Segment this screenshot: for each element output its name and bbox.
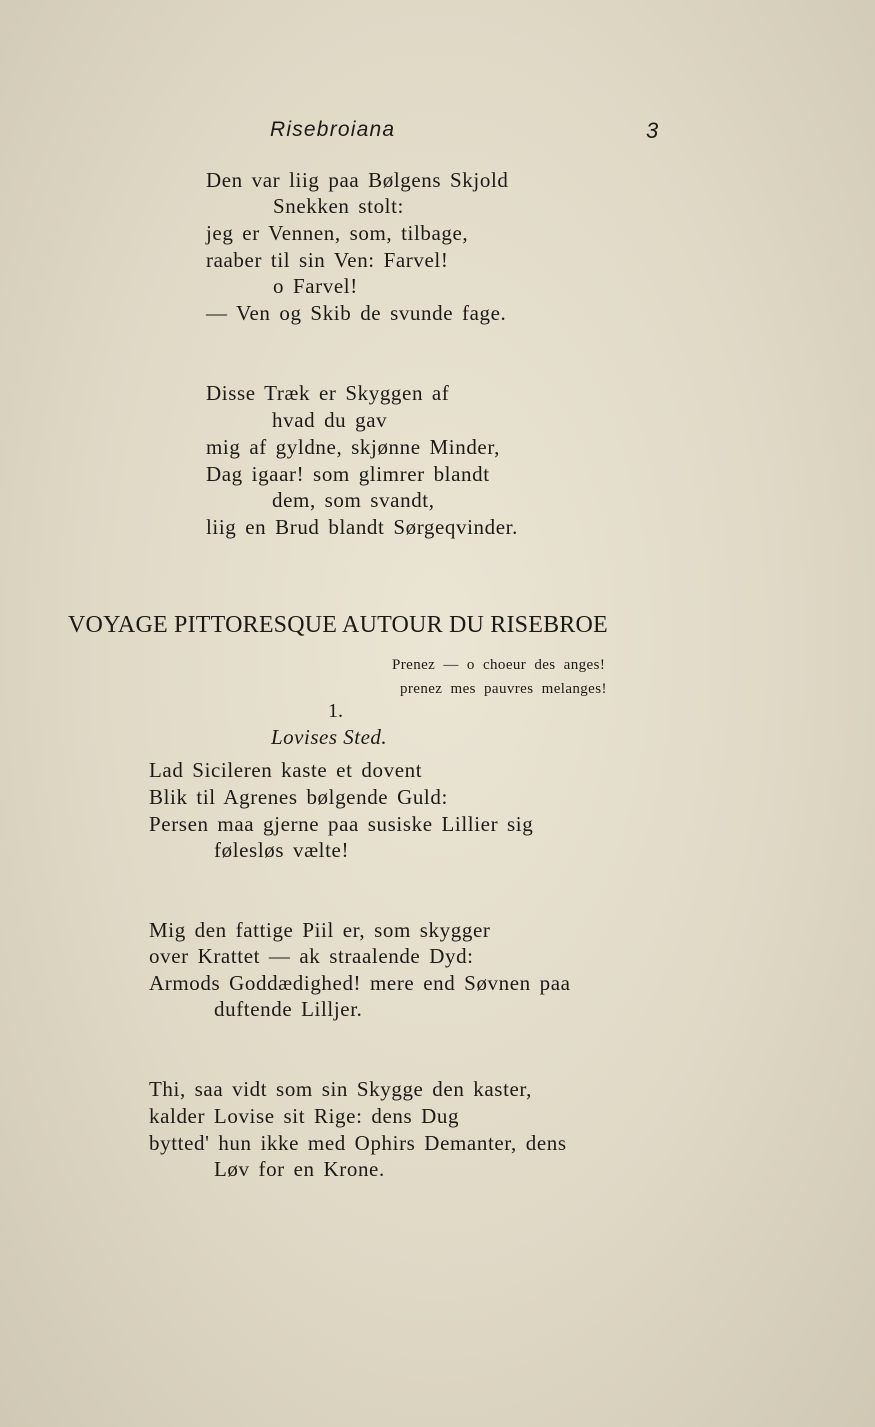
verse-line: dem, som svandt, <box>272 488 435 512</box>
epigraph-line: prenez mes pauvres melanges! <box>400 681 607 697</box>
verse-line: hvad du gav <box>272 408 388 432</box>
verse-line: Blik til Agrenes bølgende Guld: <box>149 785 448 809</box>
verse-line: Den var liig paa Bølgens Skjold <box>206 168 509 192</box>
verse-line: over Krattet — ak straalende Dyd: <box>149 944 474 968</box>
verse-line: raaber til sin Ven: Farvel! <box>206 248 449 272</box>
verse-line: jeg er Vennen, som, tilbage, <box>206 221 469 245</box>
verse-line: kalder Lovise sit Rige: dens Dug <box>149 1104 460 1128</box>
verse-line: følesløs vælte! <box>214 838 350 862</box>
verse-line: Snekken stolt: <box>273 194 404 218</box>
verse-line: duftende Lilljer. <box>214 997 363 1021</box>
running-header-title: Risebroiana <box>270 118 396 141</box>
section-title: Lovises Sted. <box>271 725 388 749</box>
verse-line: Thi, saa vidt som sin Skygge den kaster, <box>149 1077 533 1101</box>
verse-line: mig af gyldne, skjønne Minder, <box>206 435 500 459</box>
verse-line: Løv for en Krone. <box>214 1157 385 1181</box>
verse-line: Dag igaar! som glimrer blandt <box>206 462 490 486</box>
verse-line: Disse Træk er Skyggen af <box>206 381 450 405</box>
verse-line: liig en Brud blandt Sørgeqvinder. <box>206 515 518 539</box>
section-heading: VOYAGE PITTORESQUE AUTOUR DU RISEBROE <box>68 612 608 638</box>
epigraph-line: Prenez — o choeur des anges! <box>392 657 606 673</box>
verse-line: Persen maa gjerne paa susiske Lillier sig <box>149 812 534 836</box>
verse-line: o Farvel! <box>273 274 358 298</box>
page-number: 3 <box>646 118 659 143</box>
verse-line: — Ven og Skib de svunde fage. <box>206 301 507 325</box>
verse-line: Mig den fattige Piil er, som skygger <box>149 918 491 942</box>
verse-line: bytted' hun ikke med Ophirs Demanter, dens <box>149 1131 567 1155</box>
verse-line: Armods Goddædighed! mere end Søvnen paa <box>149 971 571 995</box>
section-number: 1. <box>328 700 343 722</box>
verse-line: Lad Sicileren kaste et dovent <box>149 758 423 782</box>
